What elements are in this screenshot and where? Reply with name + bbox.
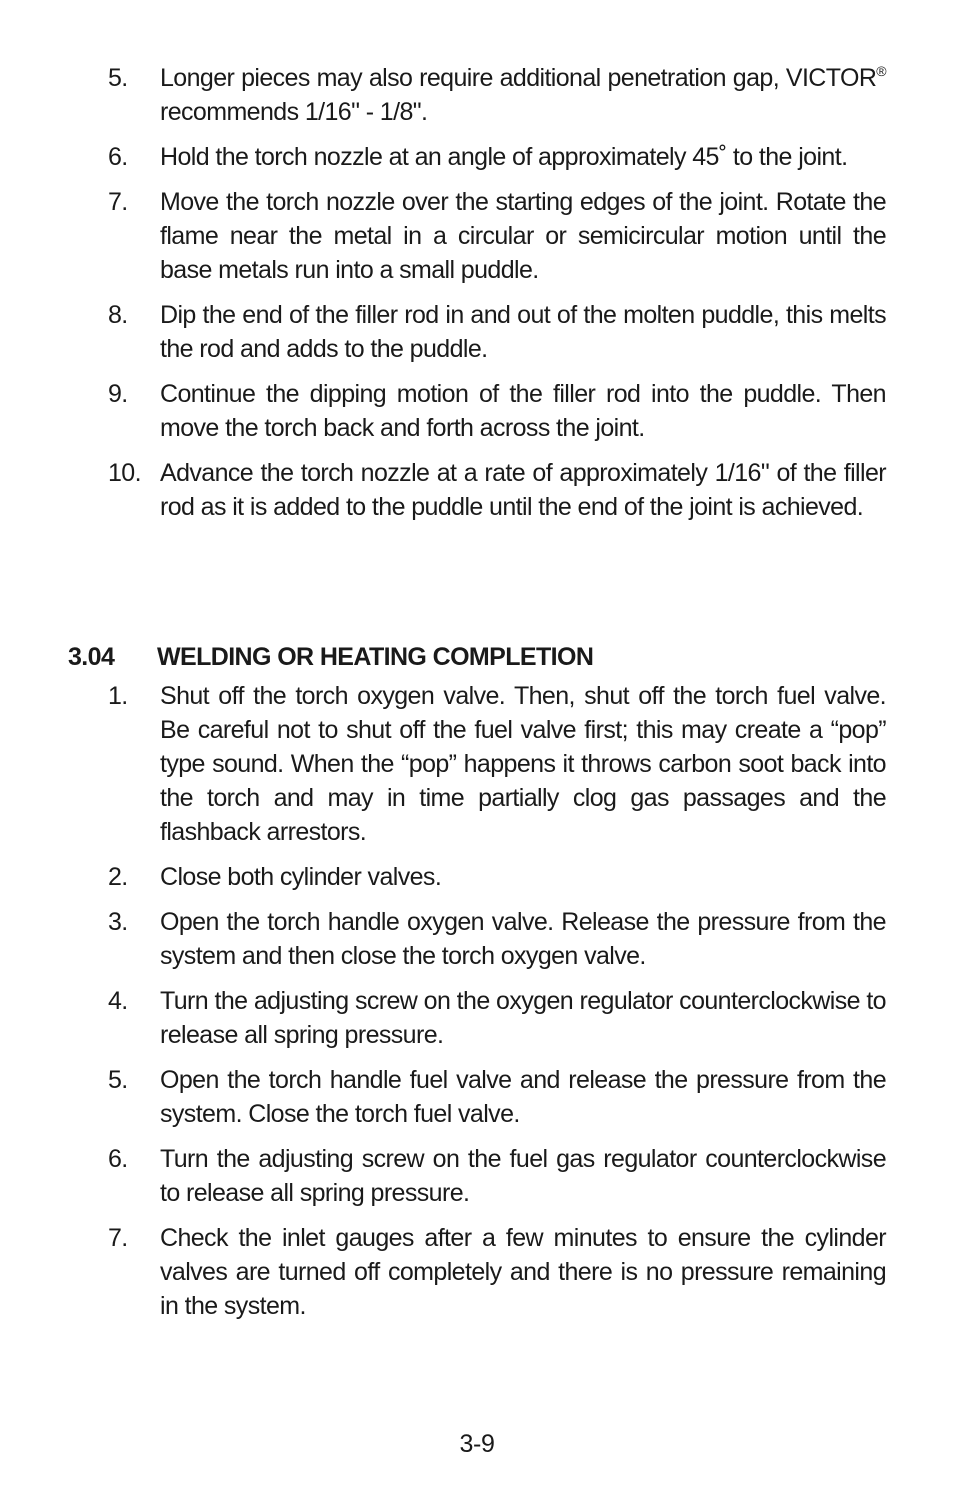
list-item [108,377,886,445]
section-number: 3.04 [68,643,115,671]
step-number: 7. [108,188,128,216]
list-item [108,1142,886,1210]
step-text: Turn the adjusting screw on the fuel gas regulator counterclockwise to release all spring pressure. [160,1145,886,1207]
step-text: Open the torch handle oxygen valve. Release the pressure from the system and then close the torch oxygen valve. [160,908,886,970]
step-text: Close both cylinder valves. [160,863,442,891]
list-item [108,185,886,287]
step-number: 1. [108,682,128,710]
step-text: Dip the end of the filler rod in and out of the molten puddle, this melts the rod and adds to the puddle. [160,301,886,363]
step-text: Longer pieces may also require additional penetration gap, VICTOR® recommends 1/16" - 1/8". [160,63,886,126]
list-item [108,860,886,894]
list-item [108,456,886,524]
step-number: 9. [108,380,128,408]
step-number: 5. [108,1066,128,1094]
list-item [108,679,886,849]
list-item [108,905,886,973]
step-text: Continue the dipping motion of the filler rod into the puddle. Then move the torch back and forth across the joint. [160,380,886,442]
step-number: 8. [108,301,128,329]
step-text: Open the torch handle fuel valve and release the pressure from the system. Close the torch fuel valve. [160,1066,886,1128]
step-number: 6. [108,1145,128,1173]
list-item [108,1063,886,1131]
step-number: 2. [108,863,128,891]
step-text: Hold the torch nozzle at an angle of approximately 45˚ to the joint. [160,143,848,171]
continued-steps-list [108,61,886,535]
completion-steps-list [108,679,886,1334]
page-number: 3-9 [459,1430,495,1458]
step-number: 7. [108,1224,128,1252]
list-item [108,140,886,174]
step-number: 6. [108,143,128,171]
step-text: Turn the adjusting screw on the oxygen regulator counterclockwise to release all spring pressure. [160,987,886,1049]
section-heading [68,640,593,674]
section-title: WELDING OR HEATING COMPLETION [157,643,594,671]
step-number: 5. [108,64,128,92]
list-item [108,1221,886,1323]
step-text: Move the torch nozzle over the starting edges of the joint. Rotate the flame near the metal in a circular or semicircular motion until the base metals run into a small puddle. [160,188,886,284]
registered-mark: ® [876,63,886,79]
list-item [108,298,886,366]
list-item [108,984,886,1052]
step-number: 4. [108,987,128,1015]
step-number: 3. [108,908,128,936]
step-number: 10. [108,459,141,487]
list-item [108,61,886,129]
step-text: Shut off the torch oxygen valve. Then, shut off the torch fuel valve. Be careful not to shut off the fuel valve first; this may create a “pop” type sound. When the “pop” happens it throws carbon soot back into the torch and may in time partially clog gas passages and the flashback arrestors. [160,682,886,846]
step-text: Check the inlet gauges after a few minutes to ensure the cylinder valves are turned off completely and there is no pressure remaining in the system. [160,1224,886,1320]
step-text: Advance the torch nozzle at a rate of approximately 1/16" of the filler rod as it is added to the puddle until the end of the joint is achieved. [160,459,886,521]
